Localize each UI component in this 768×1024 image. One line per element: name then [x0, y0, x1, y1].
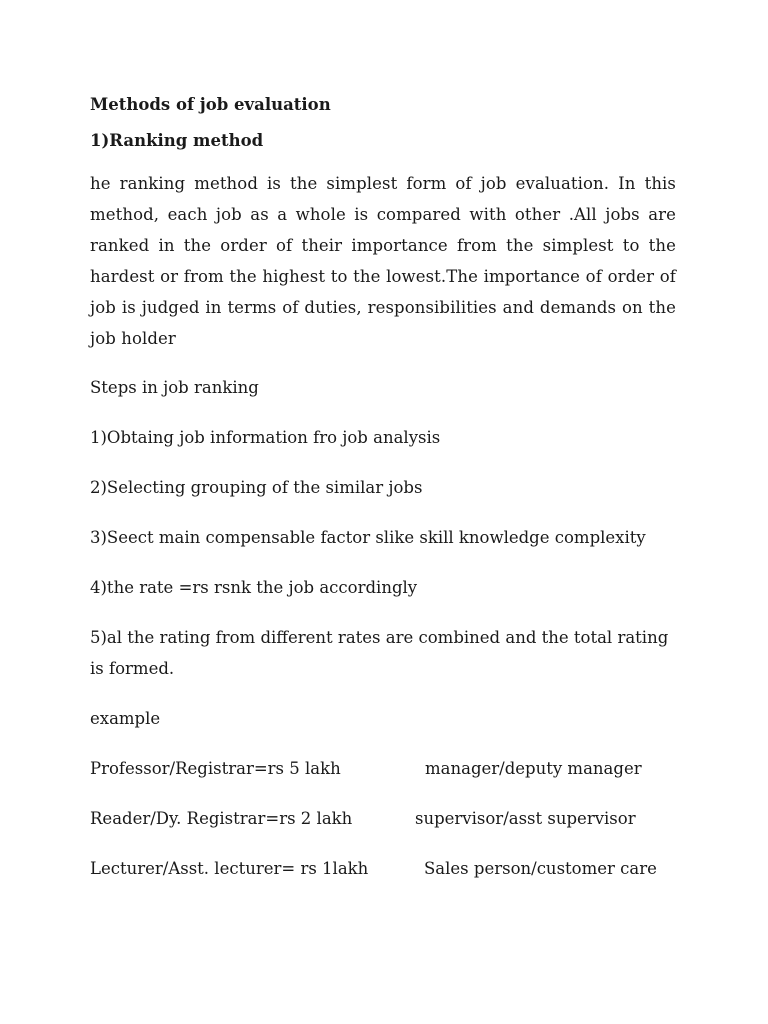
- step-item: 2)Selecting grouping of the similar jobs: [90, 478, 423, 497]
- document-page: [90, 92, 676, 884]
- step-item: 5)al the rating from different rates are combined and the total rating is formed.: [90, 628, 669, 678]
- ranking-method-paragraph: he ranking method is the simplest form of job evaluation. In this method, each job as a whole is compared with other .All jobs are ranked in the order of their importance from the simplest to the hardest or from the highest to the lowest.The importance of order of job is judged in terms of duties, responsibilities and demands on the job holder: [90, 174, 676, 348]
- example-label: example: [90, 709, 161, 728]
- example-right: manager/deputy manager: [425, 759, 642, 778]
- step-item: 1)Obtaing job information fro job analysis: [90, 428, 441, 447]
- document-title: Methods of job evaluation: [90, 95, 331, 114]
- example-row: Professor/Registrar=rs 5 lakh manager/deputy manager: [90, 753, 676, 784]
- example-row: Lecturer/Asst. lecturer= rs 1lakh Sales person/customer care: [90, 853, 676, 884]
- step-item: 3)Seect main compensable factor slike skill knowledge complexity: [90, 528, 646, 547]
- example-right: Sales person/customer care: [424, 859, 657, 878]
- steps-heading: Steps in job ranking: [90, 378, 259, 397]
- step-item: 4)the rate =rs rsnk the job accordingly: [90, 578, 418, 597]
- example-right: supervisor/asst supervisor: [415, 809, 636, 828]
- section-heading: 1)Ranking method: [90, 131, 264, 150]
- example-row: Reader/Dy. Registrar=rs 2 lakh supervisor/asst supervisor: [90, 803, 676, 834]
